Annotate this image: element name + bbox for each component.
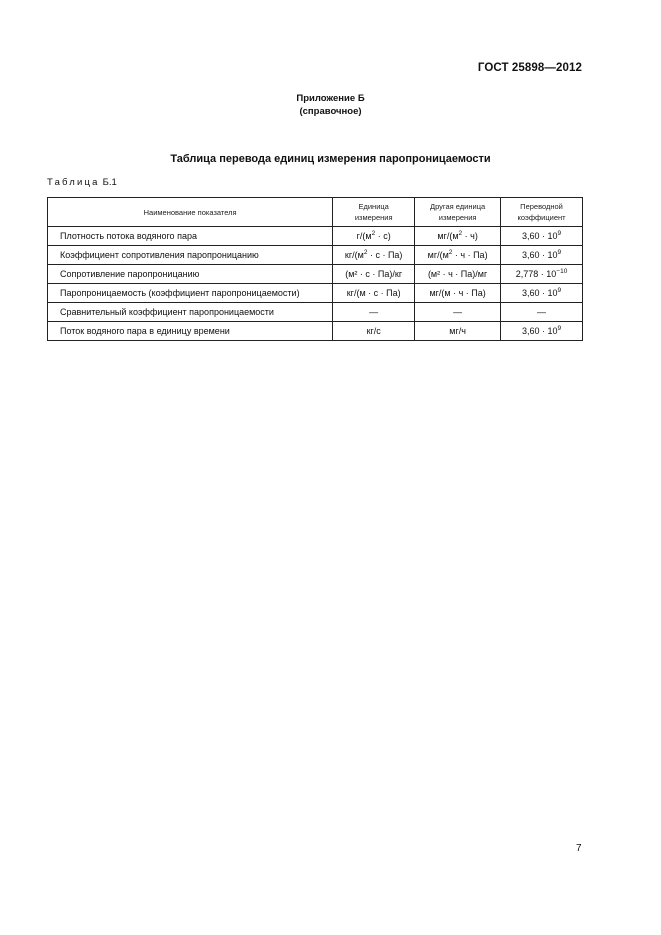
other-text: мг/(м [427,250,449,260]
table-row [48,246,583,265]
annex-subtitle: (справочное) [299,106,362,117]
header-unit-line1: Единица [358,202,389,211]
coef-text: 3,60 · 10 [521,250,558,260]
table-caption [47,177,117,188]
cell-unit: — [333,303,415,322]
unit-text: кг/(м [344,250,364,260]
cell-name: Коэффициент сопротивления паропроницанию [48,246,333,265]
cell-name: Плотность потока водяного пара [48,227,333,246]
table-row [48,322,583,341]
header-name: Наименование показателя [48,198,333,227]
cell-name: Паропроницаемость (коэффициент паропроницаемости) [48,284,333,303]
cell-other-unit: мг/(м · ч · Па) [415,284,501,303]
coef-exp: −10 [556,268,568,275]
table-caption-number: Б.1 [102,177,117,188]
annex-title: Приложение Б [296,93,365,104]
cell-other-unit [415,227,501,246]
table-row [48,265,583,284]
unit-text: · с) [375,231,391,241]
coef-text: 2,778 · 10 [515,269,557,279]
cell-coefficient [501,246,583,265]
cell-name: Поток водяного пара в единицу времени [48,322,333,341]
header-unit-line2: измерения [354,213,393,222]
cell-unit [333,227,415,246]
coef-exp: 9 [557,249,562,256]
cell-unit: кг/(м · с · Па) [333,284,415,303]
cell-unit [333,246,415,265]
header-other-line2: измерения [438,213,477,222]
unit-text: г/(м [356,231,372,241]
cell-other-unit: (м² · ч · Па)/мг [415,265,501,284]
cell-name: Сопротивление паропроницанию [48,265,333,284]
unit-exp: 2 [363,249,368,256]
cell-coefficient [501,227,583,246]
coef-exp: 9 [557,325,562,332]
standard-number: ГОСТ 25898—2012 [477,62,582,74]
cell-unit: (м² · с · Па)/кг [333,265,415,284]
table-row [48,284,583,303]
header-coef-line1: Переводной [520,202,563,211]
cell-unit: кг/с [333,322,415,341]
header-unit [333,198,415,227]
page-number: 7 [576,843,582,854]
unit-text: · с · Па) [367,250,403,260]
cell-other-unit [415,246,501,265]
coef-exp: 9 [557,287,562,294]
header-coefficient [501,198,583,227]
table-header-row [48,198,583,227]
annex-heading [0,92,661,118]
cell-other-unit: мг/ч [415,322,501,341]
conversion-table [47,197,583,341]
table-caption-word: Таблица [47,177,100,188]
header-coef-line2: коэффициент [517,213,566,222]
cell-coefficient [501,284,583,303]
cell-other-unit: — [415,303,501,322]
table-row [48,227,583,246]
other-exp: 2 [458,230,463,237]
cell-coefficient: — [501,303,583,322]
cell-name: Сравнительный коэффициент паропроницаемости [48,303,333,322]
coef-text: 3,60 · 10 [521,326,558,336]
other-text: · ч · Па) [452,250,488,260]
cell-coefficient [501,265,583,284]
other-exp: 2 [448,249,453,256]
cell-coefficient [501,322,583,341]
other-text: · ч) [462,231,478,241]
table-row [48,303,583,322]
coef-text: 3,60 · 10 [521,231,558,241]
other-text: мг/(м [437,231,459,241]
header-other-line1: Другая единица [430,202,486,211]
header-other-unit [415,198,501,227]
unit-exp: 2 [371,230,376,237]
section-title: Таблица перевода единиц измерения паропроницаемости [170,153,491,165]
coef-exp: 9 [557,230,562,237]
coef-text: 3,60 · 10 [521,288,558,298]
